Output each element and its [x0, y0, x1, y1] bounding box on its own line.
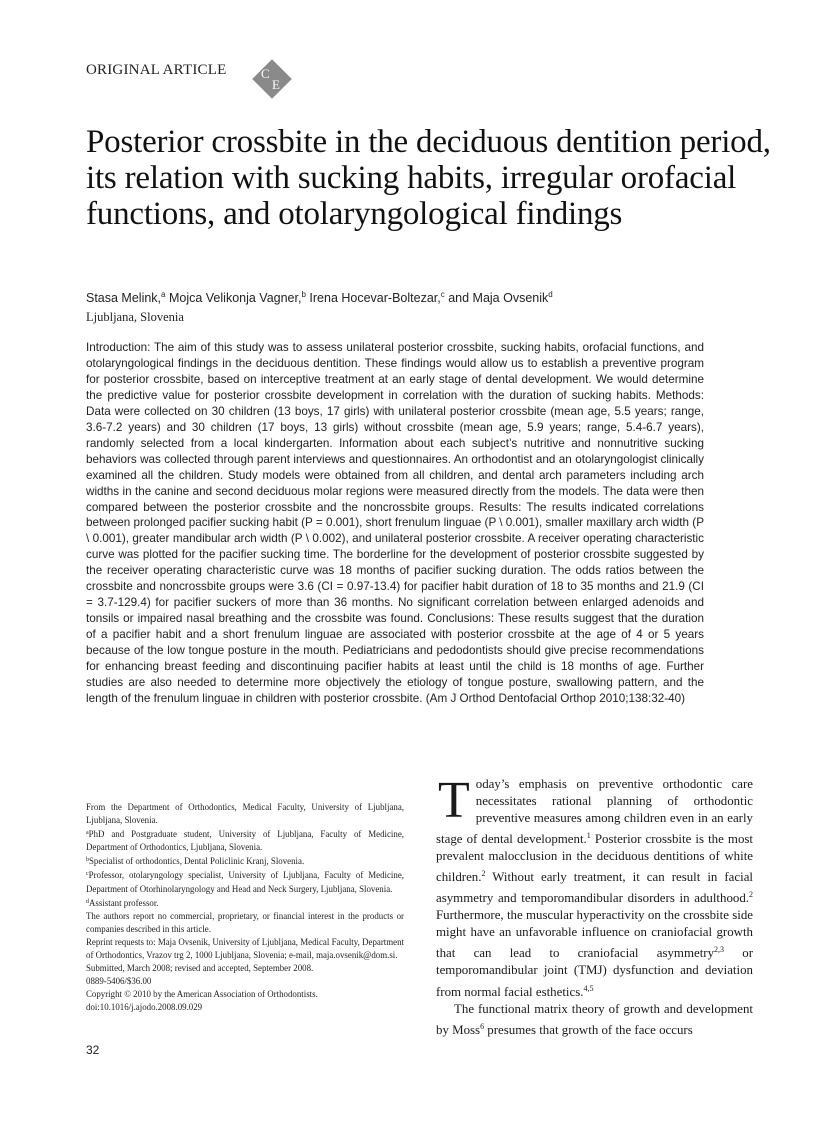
author-affiliation-mark: b: [301, 290, 306, 299]
body-text: oday’s emphasis on preventive orthodontic care necessitates rational planning of orthodontic preventive measures among children even in an early stage of dental development.: [436, 777, 753, 847]
footnote-text: Specialist of orthodontics, Dental Policlinic Kranj, Slovenia.: [89, 856, 305, 867]
body-text-column: [436, 772, 753, 1039]
body-text: or temporomandibular joint (TMJ) dysfunction and deviation from normal facial esthetics.: [436, 946, 753, 999]
article-title: Posterior crossbite in the deciduous dentition period, its relation with sucking habits, irregular orofacial functions, and otolaryngological findings: [86, 124, 771, 232]
author-name: Mojca Velikonja Vagner,: [168, 291, 302, 305]
page-number: 32: [86, 1043, 100, 1057]
ce-badge-letter-e: E: [272, 77, 280, 92]
section-label: ORIGINAL ARTICLE: [86, 62, 227, 78]
drop-cap: T: [438, 772, 470, 829]
body-text: Furthermore, the muscular hyperactivity on the crossbite side might have an unfavorable influence on craniofacial growth that can lead to craniofacial asymmetry: [436, 908, 753, 961]
body-text: presumes that growth of the face occurs: [484, 1022, 693, 1037]
footnote-c: [86, 868, 404, 895]
reference-mark: 2: [749, 890, 753, 900]
footnotes: [86, 801, 404, 1015]
footnote-mark: a: [86, 830, 89, 837]
footnote-text: Assistant professor.: [89, 897, 159, 908]
footnote-text: Professor, otolaryngology specialist, University of Ljubljana, Faculty of Medicine, Department of Otorhinolaryngology and Head and Neck Surgery, Ljubljana, Slovenia.: [86, 870, 404, 894]
footnote-mark: b: [86, 857, 89, 864]
footnote-b: [86, 854, 404, 868]
footnote-reprint: Reprint requests to: Maja Ovsenik, University of Ljubljana, Medical Faculty, Department of Orthodontics, Vrazov trg 2, 1000 Ljubljana, Slovenia; e-mail, maja.ovsenik@dom.si.: [86, 936, 404, 961]
author-affiliation-mark: d: [548, 290, 553, 299]
footnote-a: [86, 827, 404, 854]
ce-badge-letter-c: C: [261, 66, 270, 81]
author-name: Stasa Melink,: [86, 291, 162, 305]
footnote-copyright: Copyright © 2010 by the American Association of Orthodontists.: [86, 989, 318, 1000]
ce-badge-icon: [252, 59, 292, 99]
reference-mark: 6: [480, 1021, 485, 1031]
body-text: The functional matrix theory of growth and development by Moss: [436, 1001, 753, 1037]
author-name: Irena Hocevar-Boltezar,: [309, 291, 441, 305]
body-text: Without early treatment, it can result in facial asymmetry and temporomandibular disorders in adulthood.: [436, 870, 753, 906]
author-list: [86, 290, 553, 305]
author-affiliation-mark: a: [161, 290, 166, 299]
author-name: and Maja Ovsenik: [448, 291, 549, 305]
body-paragraph: [436, 1001, 753, 1039]
footnote-issn: 0889-5406/$36.00: [86, 976, 152, 987]
author-affiliation-mark: c: [440, 290, 445, 299]
footnote-text: PhD and Postgraduate student, University of Ljubljana, Faculty of Medicine, Department of Orthodontics, Ljubljana, Slovenia.: [86, 829, 404, 853]
abstract: Introduction: The aim of this study was to assess unilateral posterior crossbite, sucking habits, orofacial functions, and otolaryngological findings in the deciduous dentition. These findings would allow us to establish a preventive program for posterior crossbite, based on interceptive treatment at an early stage of dental development. We would determine the predictive value for posterior crossbite development in correlation with the duration of sucking habits. Methods: Data were collected on 30 children (13 boys, 17 girls) with unilateral posterior crossbite (mean age, 5.5 years; range, 3.6-7.2 years) and 30 children (17 boys, 13 girls) without crossbite (mean age, 5.9 years; range, 5.4-6.7 years), randomly selected from a local kindergarten. Information about each subject’s nutritive and nonnutritive sucking behaviors was collected through parent interviews and questionnaires. An orthodontist and an otolaryngologist clinically examined all the children. Study models were obtained from all children, and dental arch parameters including arch widths in the canine and second deciduous molar regions were measured directly from the models. The data were then compared between the posterior crossbite and the noncrossbite groups. Results: The results indicated correlations between prolonged pacifier sucking habit (P = 0.001), short frenulum linguae (P \ 0.001), smaller maxillary arch width (P \ 0.001), greater mandibular arch width (P \ 0.002), and unilateral posterior crossbite. A receiver operating characteristic curve was plotted for the pacifier sucking time. The borderline for the development of posterior crossbite suggested by the receiver operating characteristic curve was 18 months of pacifier sucking duration. The odds ratios between the crossbite and noncrossbite groups were 3.6 (CI = 0.97-13.4) for pacifier habit duration of 18 to 35 months and 21.9 (CI = 3.7-129.4) for pacifier suckers of more than 36 months. No significant correlation between enlarged adenoids and tonsils or impaired nasal breathing and the crossbite was found. Conclusions: These results suggest that the duration of a pacifier habit and a short frenulum linguae are associated with posterior crossbite at the age of 4 or 5 years because of the low tongue posture in the mouth. Pediatricians and pedodontists should give precise recommendations for enhancing breast feeding and discontinuing pacifier habits at least until the child is 18 months of age. Further studies are also needed to determine more objectively the etiology of tongue posture, swallowing pattern, and the length of the frenulum linguae in children with posterior crossbite. (Am J Orthod Dentofacial Orthop 2010;138:32-40): [86, 341, 704, 705]
body-text: Posterior crossbite is the most prevalent malocclusion in the deciduous dentitions of white children.: [436, 832, 753, 885]
footnote-department: From the Department of Orthodontics, Medical Faculty, University of Ljubljana, Ljubljana, Slovenia.: [86, 802, 404, 826]
reference-mark: 2,3: [714, 945, 725, 955]
reference-mark: 1: [586, 831, 591, 841]
footnote-d: [86, 896, 404, 910]
reference-mark: 4,5: [583, 983, 594, 993]
reference-mark: 2: [481, 869, 486, 879]
footnote-doi: doi:10.1016/j.ajodo.2008.09.029: [86, 1002, 203, 1013]
footnote-mark: d: [86, 898, 89, 905]
footnote-submitted: Submitted, March 2008; revised and accepted, September 2008.: [86, 963, 314, 974]
body-paragraph: [436, 772, 753, 1001]
author-location: Ljubljana, Slovenia: [86, 310, 184, 324]
footnote-mark: c: [86, 871, 89, 878]
footnote-interest: The authors report no commercial, proprietary, or financial interest in the products or companies described in this article.: [86, 910, 404, 934]
